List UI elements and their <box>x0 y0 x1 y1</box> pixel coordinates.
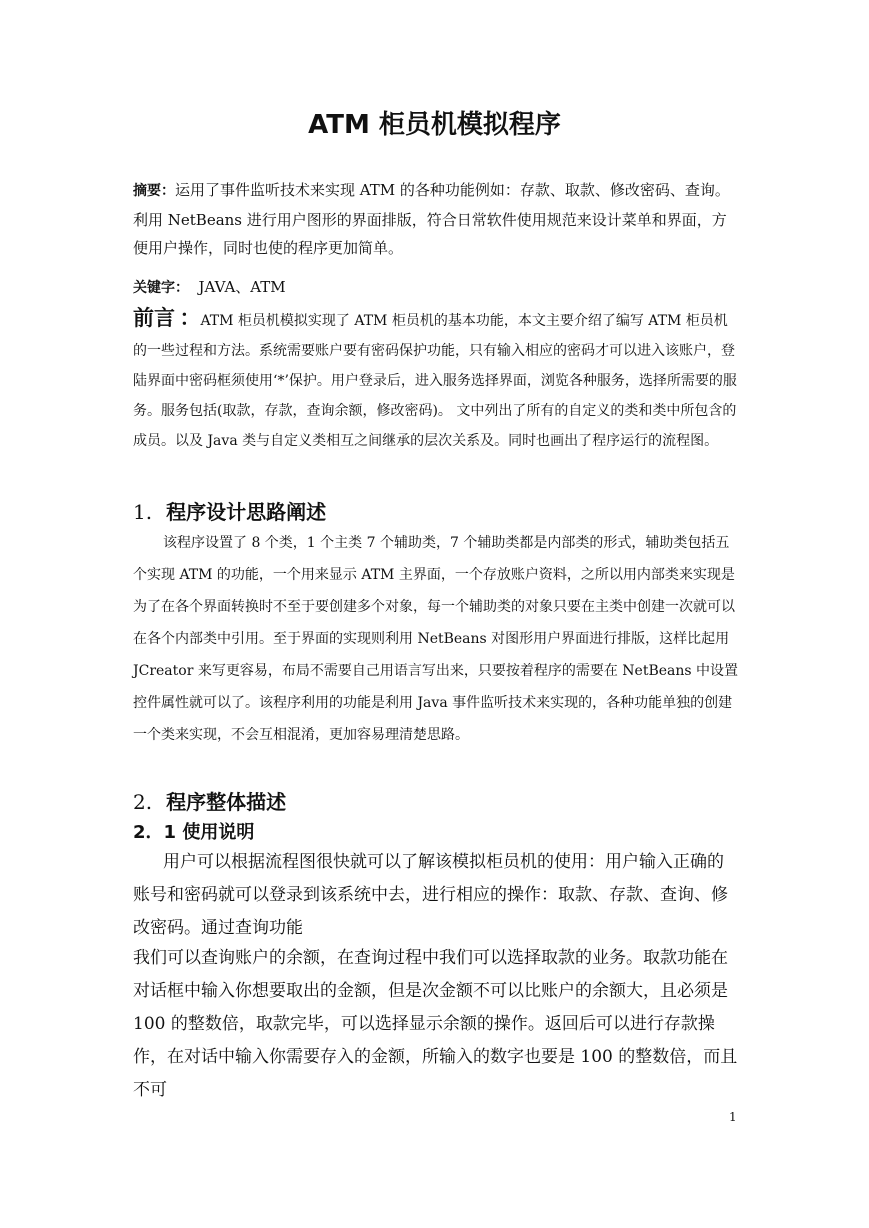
abstract-paragraph <box>133 176 739 263</box>
document-title: ATM 柜员机模拟程序 <box>308 110 561 140</box>
section-1-heading <box>133 496 326 525</box>
preface-colon: ： <box>179 306 201 330</box>
page-number: 1 <box>729 1110 737 1124</box>
section-2-1-para-1: 用户可以根据流程图很快就可以了解该模拟柜员机的使用：用户输入正确的账号和密码就可以登录到该系统中去，进行相应的操作：取款、存款、查询、修改密码。通过查询功能 <box>133 852 728 938</box>
section-2-heading <box>133 786 286 815</box>
keywords-line <box>133 275 739 300</box>
section-1-number: 1. <box>133 500 153 524</box>
abstract-text: 运用了事件监听技术来实现 ATM 的各种功能例如：存款、取款、修改密码、查询。利用 NetBeans 进行用户图形的界面排版，符合日常软件使用规范来设计菜单和界面，方便用户操作，同时也使的程序更加简单。 <box>133 181 730 257</box>
section-2-title: 程序整体描述 <box>166 790 287 814</box>
preface-label: 前言 <box>133 306 175 330</box>
preface-text: ATM 柜员机模拟实现了 ATM 柜员机的基本功能，本文主要介绍了编写 ATM 柜员机的一些过程和方法。系统需要账户要有密码保护功能，只有输入相应的密码才可以进入该账户，登陆界面中密码框须使用‘*’保护。用户登录后，进入服务选择界面，浏览各种服务，选择所需要的服务。服务包括(取款，存款，查询余额，修改密码)。 文中列出了所有的自定义的类和类中所包含的成员。以及 Java 类与自定义类相互之间继承的层次关系及。同时也画出了程序运行的流程图。 <box>133 313 737 449</box>
section-1-body: 该程序设置了 8 个类，1 个主类 7 个辅助类，7 个辅助类都是内部类的形式，辅助类包括五个实现 ATM 的功能，一个用来显示 ATM 主界面，一个存放账户资料，之所以用内部类来实现是为了在各个界面转换时不至于要创建多个对象，每一个辅助类的对象只要在主类中创建一次就可以在各个内部类中引用。至于界面的实现则利用 NetBeans 对图形用户界面进行排版，这样比起用 JCreator 来写更容易，布局不需要自己用语言写出来，只要按着程序的需要在 NetBeans 中设置控件属性就可以了。该程序利用的功能是利用 Java 事件监听技术来实现的，各种功能单独的创建一个类来实现，不会互相混淆，更加容易理清楚思路。 <box>133 535 739 743</box>
abstract-label: 摘要： <box>133 183 175 199</box>
keywords-text: JAVA、ATM <box>198 278 286 296</box>
section-2-number: 2. <box>133 790 153 814</box>
preface-paragraph <box>133 303 739 456</box>
section-2-1-heading: 2．1 使用说明 <box>133 822 255 843</box>
keywords-label: 关键字： <box>133 280 189 296</box>
section-1-title: 程序设计思路阐述 <box>166 500 327 524</box>
section-2-1-para-2: 我们可以查询账户的余额，在查询过程中我们可以选择取款的业务。取款功能在对话框中输入你想要取出的金额，但是次金额不可以比账户的余额大，且必须是 100 的整数倍，取款完毕，可以选择显示余额的操作。返回后可以进行存款操作，在对话中输入你需要存入的金额，所输入的数字也要是 100 的整数倍，而且不可 <box>133 948 738 1100</box>
